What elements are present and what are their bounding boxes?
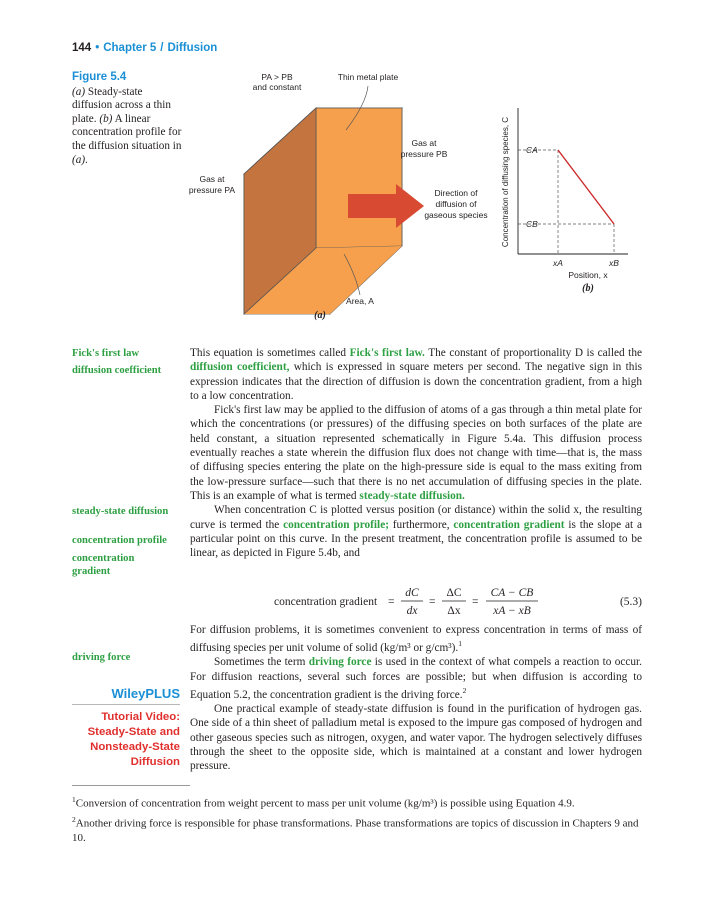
keyword-diffusion-coefficient: diffusion coefficient, <box>190 361 290 374</box>
p2-text: Fick's first law may be applied to the diffusion of atoms of a gas through a thin metal plate for which the concentrations (or pressures) of the diffusing species on both surfaces of the plate are held constant, a situation represented schematically in Figure 5.4a. This diffusion process eventually reaches a state wherein the diffusion flux does not change with time—that is, the mass of diffusing species entering the plate on the high-pressure side is equal to the mass exiting from the low-pressure surface—such that there is no net accumulation of diffusing species in the plate. This is an example of what is termed <box>190 404 642 502</box>
keyword-concentration-profile: concentration profile; <box>283 518 389 531</box>
page-number: 144 <box>72 42 92 54</box>
tutorial-video-line-2: Steady-State and <box>87 726 180 738</box>
direction-label-3: gaseous species <box>424 210 488 220</box>
xa-label: xA <box>553 258 563 268</box>
caption-part1: Steady-state diffusion across a thin plate. <box>72 85 171 125</box>
gas-right-label-1: Gas at <box>411 138 437 148</box>
direction-label-1: Direction of <box>434 188 478 198</box>
margin-term-concentration-profile: concentration profile <box>72 535 167 546</box>
header-slash: / <box>160 42 164 54</box>
body-text-block-2 <box>190 623 642 774</box>
wileyplus-brand: WileyPLUS <box>111 686 180 701</box>
p5-text-b: is used in the context of what compels a reaction to occur. For diffusion reactions, several such forces are possible; but when diffusion is according to Equation 5.2, the concentration gradient is the driving force. <box>190 656 642 701</box>
caption-end: . <box>85 153 88 166</box>
body-text-block-1 <box>190 346 642 560</box>
paragraph-6: One practical example of steady-state diffusion is found in the purification of hydrogen gas. One side of a thin sheet of palladium metal is exposed to the impure gas composed of hydrogen and other gaseous species such as nitrogen, oxygen, and water vapor. The hydrogen selectively diffuses through the sheet to the opposite side, which is maintained at a constant and lower hydrogen pressure. <box>190 703 642 773</box>
pressure-relation-label: PA > PB <box>261 72 293 82</box>
equation-lhs: concentration gradient <box>274 596 378 608</box>
equation-equals-2: = <box>429 596 436 608</box>
paragraph-3 <box>190 503 642 560</box>
equation-equals-3: = <box>472 596 479 608</box>
ca-label: CA <box>526 145 538 155</box>
margin-term-driving-force: driving force <box>72 652 131 663</box>
direction-label-2: diffusion of <box>435 199 477 209</box>
p4-text: For diffusion problems, it is sometimes convenient to express concentration in terms of mass of diffusing species per unit volume of solid (kg/m³ or g/cm³). <box>190 624 642 655</box>
tutorial-video-line-1: Tutorial Video: <box>101 711 180 723</box>
frac3-numerator: CA − CB <box>490 587 534 599</box>
margin-term-concentration-gradient: concentration gradient <box>72 553 135 577</box>
thin-plate-label: Thin metal plate <box>337 72 399 82</box>
paragraph-5 <box>190 655 642 702</box>
gas-right-label-2: pressure PB <box>400 149 448 159</box>
figure-number: Figure 5.4 <box>72 71 127 83</box>
figure-5-4 <box>170 64 640 324</box>
footnote-1-text: Conversion of concentration from weight percent to mass per unit volume (kg/m³) is possible using Equation 4.9. <box>75 797 575 810</box>
footnote-2-mark: 2 <box>72 814 76 824</box>
caption-b-label: (b) <box>99 112 113 125</box>
tutorial-video-line-4: Diffusion <box>130 756 180 768</box>
p1-text-a: This equation is sometimes called <box>190 347 350 359</box>
caption-part3: (a) <box>72 153 86 166</box>
paragraph-4 <box>190 623 642 655</box>
chapter-label: Chapter 5 <box>103 42 157 54</box>
margin-term-ficks-first-law: Fick's first law <box>72 348 140 359</box>
footnote-divider <box>72 785 190 786</box>
area-label: Area, A <box>346 296 374 306</box>
panel-a-label: (a) <box>314 310 326 321</box>
header-separator: • <box>95 42 100 54</box>
footnotes <box>72 792 644 846</box>
footnote-2-text: Another driving force is responsible for phase transformations. Phase transformations are topics of discussion in Chapters 9 and 10. <box>72 817 639 845</box>
footnote-1 <box>72 792 644 812</box>
equation-equals-1: = <box>388 596 395 608</box>
paragraph-1 <box>190 346 642 403</box>
p3-text-b: furthermore, <box>388 518 454 531</box>
x-axis-label: Position, x <box>568 270 608 280</box>
caption-part2: A linear concentration profile for the diffusion situation in <box>72 112 182 152</box>
tutorial-video-link[interactable] <box>72 710 180 770</box>
frac1-denominator: dx <box>406 605 418 617</box>
frac2-denominator: Δx <box>447 605 461 617</box>
plate-main-face <box>316 108 402 248</box>
caption-a-label: (a) <box>72 85 86 98</box>
footnote-ref-2[interactable]: 2 <box>462 685 467 695</box>
xb-label: xB <box>609 258 619 268</box>
footnote-ref-1[interactable]: 1 <box>458 639 462 649</box>
p1-text-c: which is expressed in square meters per second. The negative sign in this expression indicates that the direction of diffusion is down the concentration gradient, from a high to a low concentration. <box>190 361 642 402</box>
tutorial-video-line-3: Nonsteady-State <box>90 741 180 753</box>
frac3-denominator: xA − xB <box>493 605 531 617</box>
footnote-2 <box>72 812 644 847</box>
equation-number: (5.3) <box>619 596 642 608</box>
chapter-topic: Diffusion <box>167 42 218 54</box>
linear-profile-line <box>558 150 614 224</box>
margin-term-diffusion-coefficient: diffusion coefficient <box>72 365 162 376</box>
p1-text-b: The constant of proportionality D is called the <box>424 347 642 359</box>
keyword-ficks-first-law: Fick's first law. <box>349 347 425 359</box>
equation-5-3 <box>190 584 642 620</box>
p5-text-a: Sometimes the term <box>214 656 309 669</box>
frac1-numerator: dC <box>405 587 419 599</box>
p3-text-c: is the slope at a particular point on this curve. In the present treatment, the concentration profile is assumed to be linear, as depicted in Figure 5.4b, and <box>190 518 642 560</box>
keyword-concentration-gradient: concentration gradient <box>453 518 565 531</box>
wileyplus-rule <box>72 704 180 705</box>
panel-b-label: (b) <box>582 283 594 294</box>
concentration-profile-plot <box>518 108 628 254</box>
y-axis-label: Concentration of diffusing species, C <box>501 116 510 248</box>
running-header <box>72 42 217 54</box>
wileyplus-sidebar[interactable] <box>72 686 180 770</box>
margin-term-steady-state: steady-state diffusion <box>72 506 169 517</box>
keyword-driving-force: driving force <box>308 656 372 669</box>
cb-label: CB <box>526 219 538 229</box>
frac2-numerator: ΔC <box>446 587 462 599</box>
figure-caption <box>72 71 184 167</box>
p3-text-a: When concentration C is plotted versus position (or distance) within the solid x, the resulting curve is termed the <box>190 504 642 531</box>
keyword-steady-state-diffusion: steady-state diffusion. <box>359 489 465 502</box>
pressure-relation-sub: and constant <box>252 82 302 92</box>
paragraph-2 <box>190 403 642 503</box>
gas-left-label-2: pressure PA <box>188 185 236 195</box>
footnote-1-mark: 1 <box>72 795 76 804</box>
gas-left-label-1: Gas at <box>199 174 225 184</box>
